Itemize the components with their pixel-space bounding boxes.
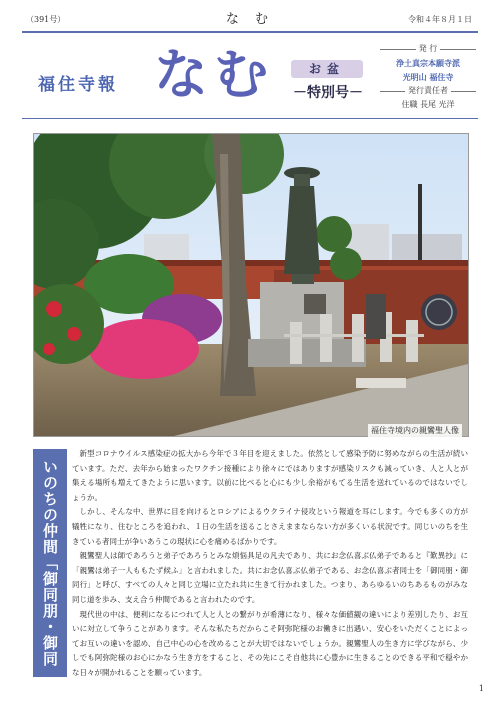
masthead-rule bbox=[22, 118, 478, 119]
page-number: 1 bbox=[478, 684, 484, 693]
statue-photo bbox=[33, 133, 469, 437]
special-edition-label: －特別号－ bbox=[293, 85, 363, 101]
header-name: な む bbox=[225, 12, 275, 27]
editor-label-row bbox=[380, 84, 476, 98]
paragraph-4: 現代世の中は、便利になるにつれて人と人との繋がりが希薄になり、様々な価値観の違いにより差別したり、お互いに対立して争うことがあります。そんな私たちだからこそ阿弥陀様のお働きに出遇い、安心をいただくことによってお互いの違いを認め、自己中心の心を改めることが大切ではないでしょうか。親鸞聖人の生き方に学びながら、少しでも阿弥陀様のお心にかなう生き方をすること、その先にこそ自他共に心豊かに生きることのできる平和で穏やかな日々が開かれることを願っています。 bbox=[72, 609, 468, 677]
paper-name: 福住寺報 bbox=[38, 75, 118, 95]
temple-name: 光明山 福住寺 bbox=[402, 72, 454, 82]
publisher-label-row bbox=[380, 42, 476, 56]
publisher-label: 発 行 bbox=[418, 44, 438, 53]
issue-number: （391号） bbox=[26, 15, 66, 24]
article-body bbox=[72, 447, 468, 681]
editor-label: 発行責任者 bbox=[408, 86, 448, 95]
editor-name: 住職 長尾 光洋 bbox=[401, 100, 455, 109]
photo-caption: 福住寺境内の親鸞聖人像 bbox=[368, 424, 462, 437]
top-rule bbox=[22, 31, 478, 33]
paragraph-1: 新型コロナウイルス感染症の拡大から今年で３年目を迎えました。依然として感染予防に努めながらの生活が続いています。ただ、去年から始まったワクチン接種により徐々にではありますが感染リスクも減っていき、人と人とが集える場所も増えてきたように思います。以前に比べると心にも少し余裕がもてる生活を送れているのではないでしょうか。 bbox=[72, 449, 468, 502]
paragraph-3: 親鸞聖人は師であろうと弟子であろうとみな煩悩具足の凡夫であり、共にお念仏喜ぶ仏弟子であると『歎異抄』に「親鸞は弟子一人ももたず候ふ」と言われました。共にお念仏喜ぶ仏弟子である、お念仏喜ぶ者同士を「御同朋・御同行」と呼び、すべての人々と同じ立場に立たれ共に生きて行かれました。つまり、あらゆるいのちあるものがみな同じ道を歩み、支え合う仲間であると言われたのです。 bbox=[72, 551, 468, 604]
masthead-title: なむ bbox=[154, 42, 274, 106]
paragraph-2: しかし、そんな中、世界に目を向けるとロシアによるウクライナ侵攻という報道を耳にします。今でも多くの方が犠牲になり、住むところを追われ、１日の生活を送ることさえままならない方が多くいる状況です。同じいのちを生きている者同士が争いあうこの現状に心を痛めるばかりです。 bbox=[72, 507, 468, 546]
issue-date: 令和４年８月１日 bbox=[408, 15, 472, 24]
publisher-block bbox=[380, 42, 476, 112]
column-title: いのちの仲間「御同朋・御同行」 bbox=[33, 449, 67, 677]
obon-label: お盆 bbox=[291, 60, 363, 78]
publisher-org: 浄土真宗本願寺派 bbox=[396, 58, 460, 68]
